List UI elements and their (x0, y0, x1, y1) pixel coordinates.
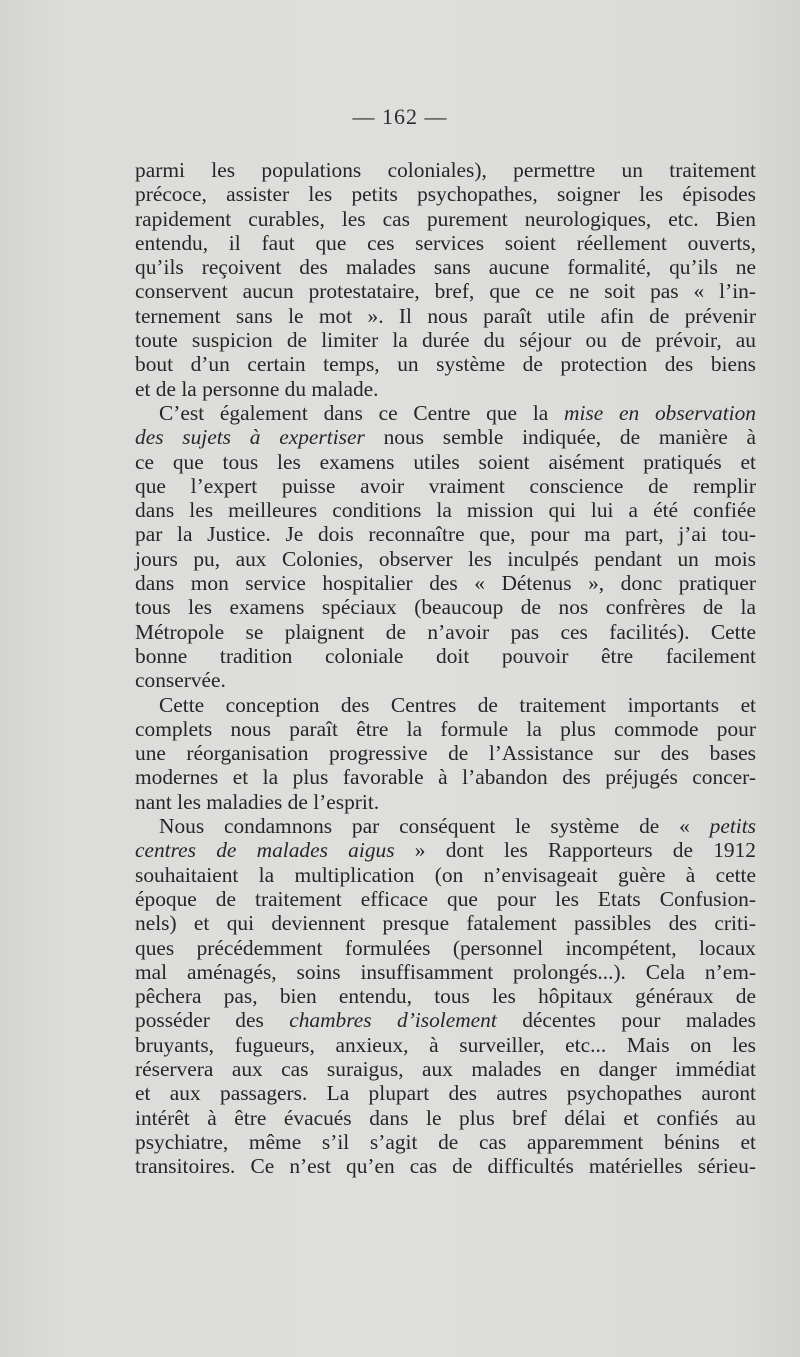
text-line: Métropole se plaignent de n’avoir pas ces facilités). Cette (135, 619, 756, 644)
text-line: transitoires. Ce n’est qu’en cas de difficultés matérielles sérieu- (135, 1154, 756, 1179)
text-line: modernes et la plus favorable à l’abandon des préjugés concer- (135, 765, 756, 790)
paragraph (135, 814, 756, 1178)
text-line: réservera aux cas suraigus, aux malades en danger immédiat (135, 1056, 756, 1081)
text-line: époque de traitement efficace que pour les Etats Confusion- (135, 886, 756, 911)
text-line: qu’ils reçoivent des malades sans aucune formalité, qu’ils ne (135, 255, 756, 280)
text-line: dans les meilleures conditions la mission qui lui a été confiée (135, 498, 756, 523)
text-line (135, 838, 756, 862)
text-line: entendu, il faut que ces services soient réellement ouverts, (135, 230, 756, 255)
text-line: ce que tous les examens utiles soient aisément pratiqués et (135, 449, 756, 474)
text-line: bonne tradition coloniale doit pouvoir être facilement (135, 643, 756, 668)
text-line: et aux passagers. La plupart des autres psychopathes auront (135, 1081, 756, 1106)
text-line: parmi les populations coloniales), permettre un traitement (135, 158, 756, 182)
text-line: nant les maladies de l’esprit. (135, 789, 380, 814)
text-line: nels) et qui deviennent presque fatalement passibles des criti- (135, 911, 756, 936)
italic-phrase: des sujets à expertiser (135, 425, 365, 450)
text-line: mal aménagés, soins insuffisamment prolongés...). Cela n’em- (135, 959, 756, 984)
text-line: ques précédemment formulées (personnel incompétent, locaux (135, 935, 756, 960)
text-line: bout d’un certain temps, un système de protection des biens (135, 352, 756, 377)
text-line: psychiatre, même s’il s’agit de cas apparemment bénins et (135, 1129, 756, 1154)
text-line (135, 814, 756, 838)
text-line: que l’expert puisse avoir vraiment conscience de remplir (135, 473, 756, 498)
text-line: dans mon service hospitalier des « Détenus », donc pratiquer (135, 571, 756, 596)
paragraph (135, 401, 756, 693)
text-line (135, 1008, 756, 1032)
text-line: intérêt à être évacués dans le plus bref délai et confiés au (135, 1105, 756, 1130)
text-segment: décentes pour malades (522, 1008, 756, 1033)
text-line (135, 425, 756, 449)
text-line: bruyants, fugueurs, anxieux, à surveiller, etc... Mais on les (135, 1032, 756, 1057)
italic-phrase: petits (709, 814, 756, 839)
text-line: rapidement curables, les cas purement neurologiques, etc. Bien (135, 206, 756, 231)
text-line: et de la personne du malade. (135, 376, 379, 401)
text-line: ternement sans le mot ». Il nous paraît utile afin de prévenir (135, 303, 756, 328)
text-segment: posséder des (135, 1008, 264, 1033)
text-line (135, 401, 756, 425)
italic-phrase: chambres d’isolement (289, 1008, 497, 1033)
text-segment: Nous condamnons par conséquent le système de « (159, 814, 690, 839)
text-line: Cette conception des Centres de traitement importants et (159, 692, 756, 717)
text-line: jours pu, aux Colonies, observer les inculpés pendant un mois (135, 546, 756, 571)
italic-phrase: mise en observation (564, 400, 756, 425)
paragraph (135, 158, 756, 401)
text-line: conservent aucun protestataire, bref, que ce ne soit pas « l’in- (135, 279, 756, 304)
text-line: complets nous paraît être la formule la plus commode pour (135, 716, 756, 741)
text-line: conservée. (135, 668, 226, 693)
text-line: tous les examens spéciaux (beaucoup de nos confrères de la (135, 595, 756, 620)
body-text (135, 158, 756, 1178)
paragraph (135, 693, 756, 814)
text-line: par la Justice. Je dois reconnaître que, pour ma part, j’ai tou- (135, 522, 756, 547)
text-line: pêchera pas, bien entendu, tous les hôpitaux généraux de (135, 984, 756, 1009)
text-line: précoce, assister les petits psychopathes, soigner les épisodes (135, 182, 756, 207)
text-segment: » dont les Rapporteurs de 1912 (414, 838, 757, 863)
italic-phrase: centres de malades aigus (135, 838, 395, 863)
text-line: toute suspicion de limiter la durée du séjour ou de prévoir, au (135, 328, 756, 353)
text-line: souhaitaient la multiplication (on n’envisageait guère à cette (135, 862, 756, 887)
page-number: — 162 — (352, 104, 448, 129)
text-segment: C’est également dans ce Centre que la (159, 400, 549, 425)
text-line: une réorganisation progressive de l’Assistance sur des bases (135, 741, 756, 766)
text-segment: nous semble indiquée, de manière à (383, 425, 756, 450)
